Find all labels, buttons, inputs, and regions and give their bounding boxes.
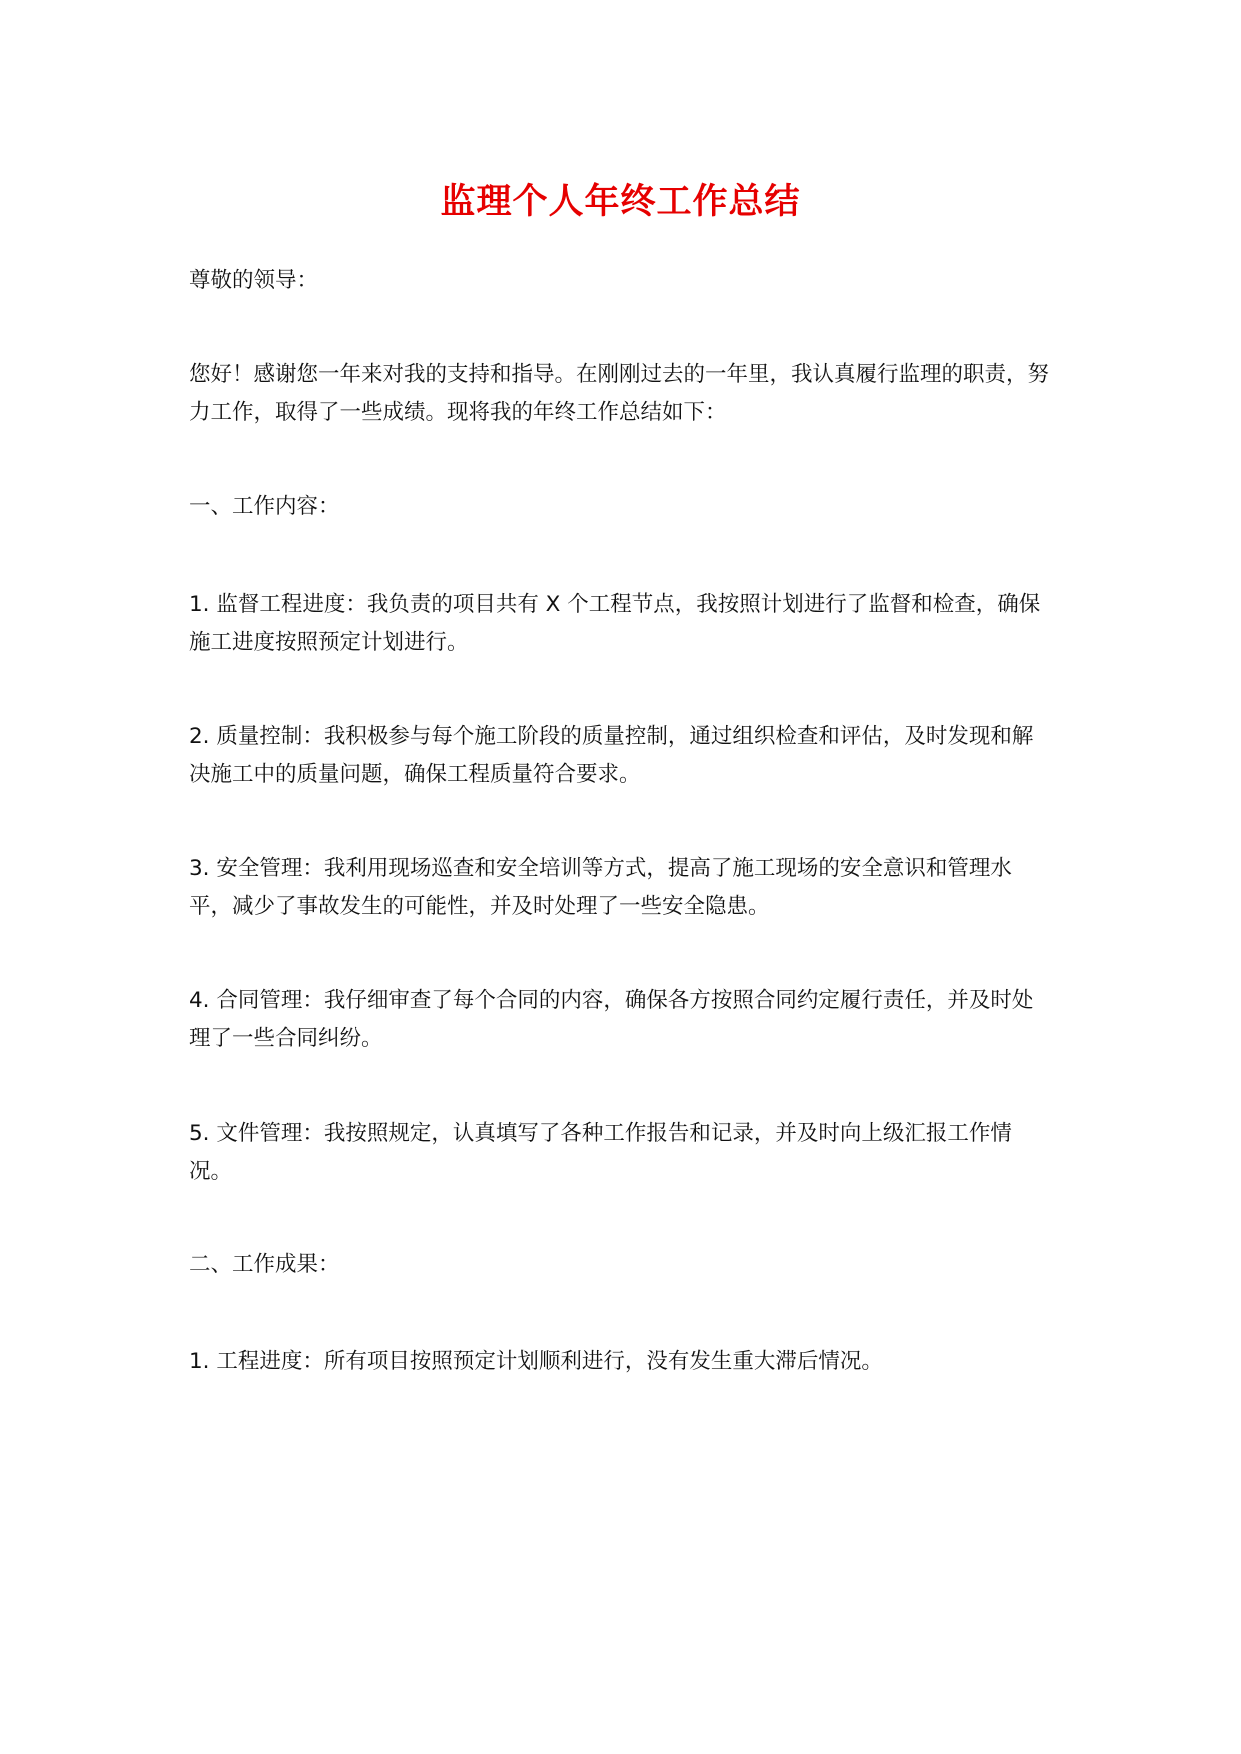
- list-item: 1. 监督工程进度：我负责的项目共有 X 个工程节点，我按照计划进行了监督和检查，确保施工进度按照预定计划进行。: [189, 592, 1041, 655]
- document-title: 监理个人年终工作总结: [440, 182, 801, 222]
- list-item: 4. 合同管理：我仔细审查了每个合同的内容，确保各方按照合同约定履行责任，并及时处理了一些合同纠纷。: [189, 988, 1034, 1051]
- salutation: 尊敬的领导：: [189, 268, 319, 293]
- list-item: 5. 文件管理：我按照规定，认真填写了各种工作报告和记录，并及时向上级汇报工作情况。: [189, 1121, 1012, 1184]
- list-item: 2. 质量控制：我积极参与每个施工阶段的质量控制，通过组织检查和评估，及时发现和解决施工中的质量问题，确保工程质量符合要求。: [189, 724, 1034, 787]
- intro-paragraph: 您好！感谢您一年来对我的支持和指导。在刚刚过去的一年里，我认真履行监理的职责，努力工作，取得了一些成绩。现将我的年终工作总结如下：: [189, 362, 1050, 425]
- section-heading-work-content: 一、工作内容：: [189, 494, 340, 519]
- section-heading-work-results: 二、工作成果：: [189, 1252, 340, 1277]
- list-item: 1. 工程进度：所有项目按照预定计划顺利进行，没有发生重大滞后情况。: [189, 1349, 883, 1374]
- list-item: 3. 安全管理：我利用现场巡查和安全培训等方式，提高了施工现场的安全意识和管理水平，减少了事故发生的可能性，并及时处理了一些安全隐患。: [189, 856, 1012, 919]
